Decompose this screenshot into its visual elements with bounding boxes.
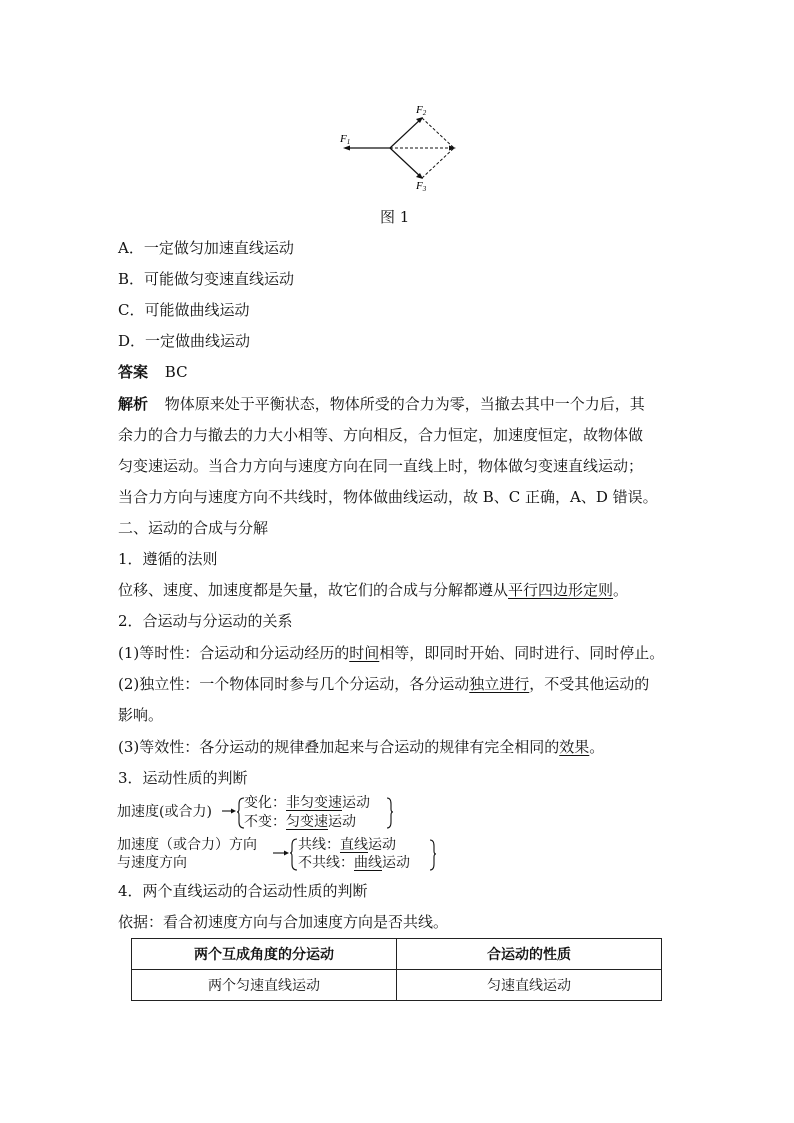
label-f3: F	[416, 180, 423, 192]
diag1-bottom	[244, 812, 356, 832]
analysis-line-3: 匀变速运动。当合力方向与速度方向在同一直线上时，物体做匀变速直线运动；	[118, 457, 644, 475]
label-f1-sub: 1	[346, 138, 351, 146]
diag1-top-post: 运动	[342, 795, 370, 811]
item3-title: 3．运动性质的判断	[118, 769, 248, 787]
option-b: B．可能做匀变速直线运动	[118, 270, 295, 288]
property-equivalence	[118, 737, 604, 757]
p2-pre: (2)独立性：一个物体同时参与几个分运动，各分运动	[118, 675, 470, 693]
diag2-top-pre: 共线：	[298, 837, 340, 853]
diag2-bot-answer: 曲线	[354, 855, 382, 871]
table-header-row	[132, 939, 662, 970]
diag1-top	[244, 793, 370, 813]
svg-text:F1	[339, 133, 350, 146]
p2-post: ，不受其他运动的	[529, 675, 650, 693]
item2-title: 2．合运动与分运动的关系	[118, 612, 293, 630]
diag2-right-brace	[428, 837, 438, 873]
option-c: C．可能做曲线运动	[118, 301, 250, 319]
force-f2-line	[390, 118, 422, 148]
diag1-bot-post: 运动	[328, 814, 356, 830]
diag1-right-brace	[385, 795, 395, 831]
answer-label: 答案	[118, 363, 149, 381]
motion-table	[131, 938, 662, 1001]
diag2-left-label-1: 加速度（或合力）方向	[117, 837, 257, 853]
label-f1: F	[340, 133, 347, 145]
analysis-label: 解析	[118, 395, 149, 413]
table-row	[132, 970, 662, 1001]
p2-answer: 独立进行	[469, 675, 530, 693]
answer-line	[118, 362, 188, 382]
table-cell: 两个匀速直线运动	[132, 970, 397, 1001]
item1-text-pre: 位移、速度、加速度都是矢量，故它们的合成与分解都遵从	[118, 581, 509, 599]
diag2-bot-pre: 不共线：	[298, 855, 354, 871]
p1-post: 相等，即同时开始、同时进行、同时停止。	[379, 644, 665, 662]
analysis-text-1: 物体原来处于平衡状态，物体所受的合力为零，当撤去其中一个力后，其	[164, 395, 645, 413]
force-f1-arrowhead	[343, 146, 350, 151]
label-f2: F	[416, 104, 423, 116]
diag1-top-answer: 非匀变速	[286, 795, 342, 811]
figure-caption: 图 1	[380, 208, 410, 226]
option-a: A．一定做匀加速直线运动	[118, 239, 294, 257]
p3-answer: 效果	[559, 738, 590, 756]
diag2-top	[298, 835, 396, 855]
section-title: 二、运动的合成与分解	[118, 519, 269, 537]
diag1-left-label: 加速度(或合力)	[117, 804, 212, 820]
diag2-bottom	[298, 853, 410, 873]
diag1-arrow-brace	[222, 795, 246, 835]
diag2-top-post: 运动	[368, 837, 396, 853]
item1-answer: 平行四边形定则	[508, 581, 614, 599]
p1-pre: (1)等时性：合运动和分运动经历的	[118, 644, 350, 662]
table-header-cell: 合运动的性质	[397, 939, 662, 970]
diag1-bot-answer: 匀变速	[286, 814, 328, 830]
table-header-cell: 两个互成角度的分运动	[132, 939, 397, 970]
label-f3-sub: 3	[422, 185, 427, 193]
item1-text	[118, 580, 628, 600]
item1-text-post: 。	[613, 581, 629, 599]
diag2-arrow-brace	[273, 836, 299, 876]
item4-title: 4．两个直线运动的合运动性质的判断	[118, 882, 368, 900]
svg-text:F2	[415, 104, 427, 117]
svg-text:F3	[415, 180, 427, 193]
property-independence-cont: 影响。	[118, 706, 164, 724]
dashed-side-top	[422, 118, 454, 148]
dashed-side-bottom	[422, 148, 454, 178]
basis-text: 依据：看合初速度方向与合加速度方向是否共线。	[118, 913, 449, 931]
p3-pre: (3)等效性：各分运动的规律叠加起来与合运动的规律有完全相同的	[118, 738, 560, 756]
analysis-line-4: 当合力方向与速度方向不共线时，物体做曲线运动，故 B、C 正确，A、D 错误。	[118, 488, 658, 506]
property-independence	[118, 674, 649, 694]
diag1-top-pre: 变化：	[244, 795, 286, 811]
table-cell: 匀速直线运动	[397, 970, 662, 1001]
label-f2-sub: 2	[422, 109, 427, 117]
property-simultaneity	[118, 643, 664, 663]
analysis-line-1	[118, 394, 645, 414]
p1-answer: 时间	[349, 644, 380, 662]
item1-title: 1．遵循的法则	[118, 550, 218, 568]
answer-value: BC	[164, 363, 188, 381]
force-f3-line	[390, 148, 422, 178]
option-d: D．一定做曲线运动	[118, 332, 251, 350]
force-diagram	[330, 100, 470, 195]
diag1-bot-pre: 不变：	[244, 814, 286, 830]
analysis-line-2: 余力的合力与撤去的力大小相等、方向相反，合力恒定，加速度恒定，故物体做	[118, 426, 644, 444]
p3-post: 。	[589, 738, 605, 756]
diag2-bot-post: 运动	[382, 855, 410, 871]
diag2-left-label-2: 与速度方向	[117, 855, 187, 871]
diag2-top-answer: 直线	[340, 837, 368, 853]
